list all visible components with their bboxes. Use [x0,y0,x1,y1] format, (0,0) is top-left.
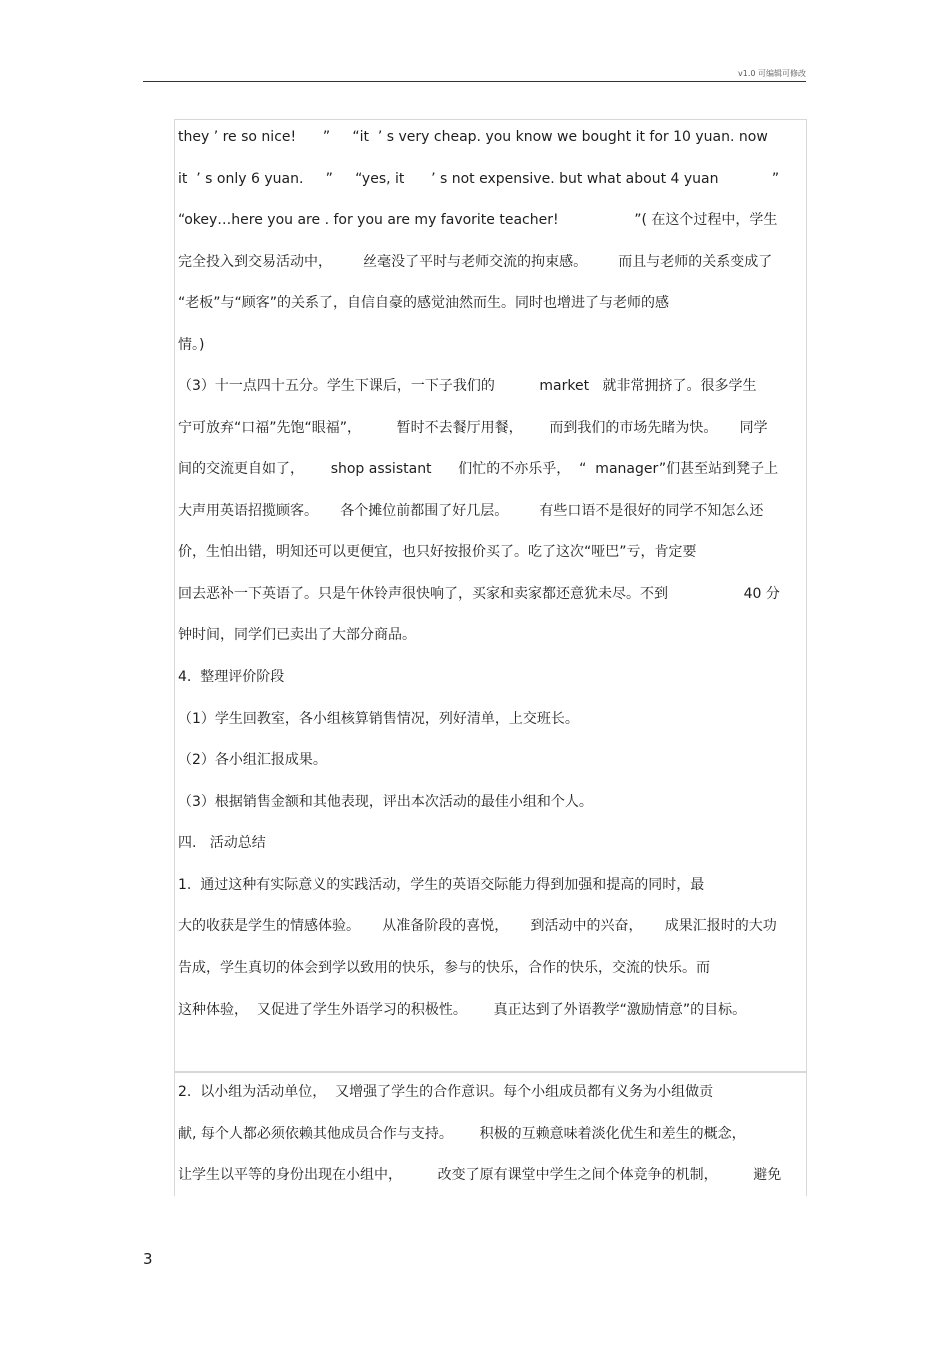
body-line: 这种体验， 又促进了学生外语学习的积极性。 真正达到了外语教学“激励情意”的目标。 [178,1002,747,1018]
body-line: “老板”与“顾客”的关系了，自信自豪的感觉油然而生。同时也增进了与老师的感 [178,295,670,311]
body-line: 让学生以平等的身份出现在小组中， 改变了原有课堂中学生之间个体竞争的机制， 避免 [178,1167,782,1183]
version-tag: v1.0 可编辑可修改 [738,69,806,78]
body-line: （3）十一点四十五分。学生下课后，一下子我们的 market 就非常拥挤了。很多学生 [178,378,757,394]
body-line: 完全投入到交易活动中， 丝毫没了平时与老师交流的拘束感。 而且与老师的关系变成了 [178,254,773,270]
body-line: 2. 以小组为活动单位， 又增强了学生的合作意识。每个小组成员都有义务为小组做贡 [178,1084,714,1100]
body-line: 钟时间，同学们已卖出了大部分商品。 [178,627,416,643]
body-line: it ’ s only 6 yuan. ” “yes, it ’ s not expensive. but what about 4 yuan ” [178,171,780,187]
header-rule [143,81,806,82]
body-line: 价，生怕出错，明知还可以更便宜，也只好按报价买了。吃了这次“哑巴”亏，肯定要 [178,544,697,560]
body-line: 间的交流更自如了， shop assistant 们忙的不亦乐乎， “ manager”们甚至站到凳子上 [178,461,779,477]
body-line: 回去恶补一下英语了。只是午休铃声很快响了，买家和卖家都还意犹未尽。不到 40 分 [178,586,780,602]
body-line: （2）各小组汇报成果。 [178,752,327,768]
body-line: （3）根据销售金额和其他表现，评出本次活动的最佳小组和个人。 [178,794,593,810]
body-line: 大声用英语招揽顾客。 各个摊位前都围了好几层。 有些口语不是很好的同学不知怎么还 [178,503,764,519]
section-heading: 4. 整理评价阶段 [178,669,285,685]
body-line: “okey…here you are . for you are my favorite teacher! ”( 在这个过程中，学生 [178,212,778,228]
body-line: 告成，学生真切的体会到学以致用的快乐，参与的快乐，合作的快乐，交流的快乐。而 [178,960,710,976]
body-line: they ’ re so nice! ” “it ’ s very cheap. you know we bought it for 10 yuan. now [178,129,768,145]
body-line: 1. 通过这种有实际意义的实践活动，学生的英语交际能力得到加强和提高的同时，最 [178,877,705,893]
body-line: 献, 每个人都必须依赖其他成员合作与支持。 积极的互赖意味着淡化优生和差生的概念， [178,1126,746,1142]
body-line: （1）学生回教室，各小组核算销售情况，列好清单，上交班长。 [178,711,579,727]
page-number: 3 [143,1250,153,1268]
body-line: 宁可放弃“口福”先饱“眼福”， 暂时不去餐厅用餐， 而到我们的市场先睹为快。 同学 [178,420,768,436]
section-heading: 四. 活动总结 [178,835,266,851]
body-line: 情。) [178,337,205,353]
body-line: 大的收获是学生的情感体验。 从准备阶段的喜悦， 到活动中的兴奋， 成果汇报时的大功 [178,918,777,934]
